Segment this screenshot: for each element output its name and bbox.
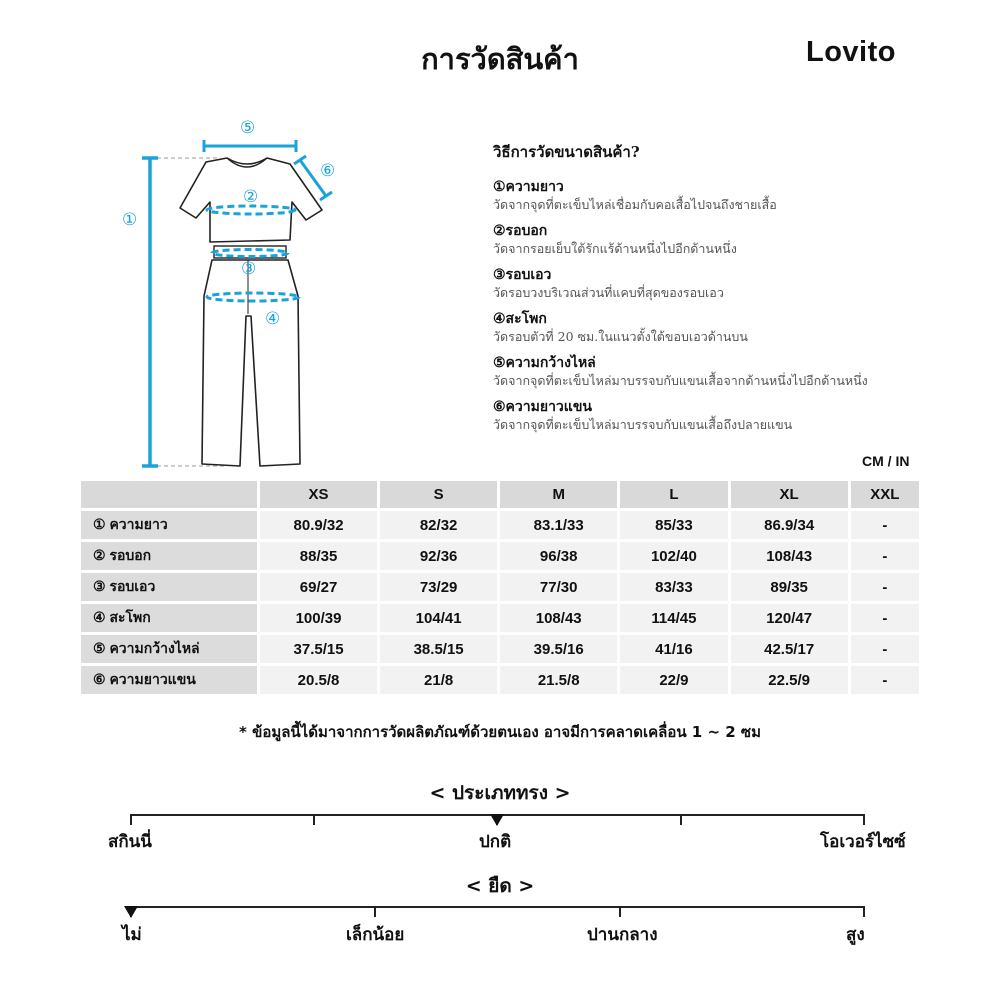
instruction-item <box>493 354 953 390</box>
row-label: ⑤ ความกว้างไหล่ <box>81 635 257 663</box>
instruction-title: ④สะโพก <box>493 311 547 327</box>
table-cell: 114/45 <box>620 604 727 632</box>
table-cell: 20.5/8 <box>260 666 377 694</box>
stretch-selected-marker-icon <box>124 906 138 918</box>
instruction-title: ⑥ความยาวแขน <box>493 399 592 415</box>
stretch-scale-tick <box>863 906 865 917</box>
size-header: L <box>620 481 727 508</box>
instruction-title: ③รอบเอว <box>493 267 552 283</box>
size-header: XL <box>731 481 848 508</box>
size-chart-table <box>78 478 922 697</box>
instruction-desc: วัดรอบตัวที่ 20 ซม.ในแนวตั้งใต้ขอบเอวด้านบน <box>493 329 748 344</box>
table-cell: - <box>851 635 919 663</box>
row-label: ① ความยาว <box>81 511 257 539</box>
marker-chest: ② <box>243 187 259 207</box>
table-cell: 73/29 <box>380 573 497 601</box>
table-cell: - <box>851 604 919 632</box>
jumpsuit-illustration <box>100 110 360 480</box>
instruction-item <box>493 222 953 258</box>
table-cell: 22/9 <box>620 666 727 694</box>
table-cell: 42.5/17 <box>731 635 848 663</box>
table-header-row <box>81 481 919 508</box>
row-label: ④ สะโพก <box>81 604 257 632</box>
size-header: S <box>380 481 497 508</box>
instruction-item <box>493 178 953 214</box>
table-row <box>81 573 919 601</box>
measurement-instructions <box>493 140 953 442</box>
instructions-heading: วิธีการวัดขนาดสินค้า? <box>493 143 640 161</box>
fit-label-skinny: สกินนี่ <box>108 832 152 852</box>
table-cell: 102/40 <box>620 542 727 570</box>
unit-label: CM / IN <box>862 453 910 469</box>
fit-scale-title: < ประเภททรง > <box>429 782 571 804</box>
table-cell: 37.5/15 <box>260 635 377 663</box>
table-row <box>81 635 919 663</box>
table-cell: 120/47 <box>731 604 848 632</box>
stretch-label-none: ไม่ <box>122 925 142 945</box>
table-cell: 77/30 <box>500 573 617 601</box>
fit-scale-tick <box>130 814 132 825</box>
marker-sleeve: ⑥ <box>320 161 336 181</box>
table-cell: 83/33 <box>620 573 727 601</box>
instruction-item <box>493 398 953 434</box>
table-cell: 41/16 <box>620 635 727 663</box>
fit-scale-tick <box>863 814 865 825</box>
table-cell: - <box>851 542 919 570</box>
marker-length: ① <box>122 210 138 230</box>
instruction-desc: วัดจากจุดที่ตะเข็บไหล่มาบรรจบกับแขนเสื้อจากด้านหนึ่งไปอีกด้านหนึ่ง <box>493 373 868 388</box>
table-cell: - <box>851 666 919 694</box>
size-header: XXL <box>851 481 919 508</box>
table-cell: 89/35 <box>731 573 848 601</box>
stretch-scale-line <box>130 906 865 908</box>
table-cell: 96/38 <box>500 542 617 570</box>
table-cell: - <box>851 573 919 601</box>
garment-diagram <box>100 110 360 480</box>
table-row <box>81 511 919 539</box>
table-cell: 100/39 <box>260 604 377 632</box>
table-cell: 108/43 <box>500 604 617 632</box>
table-cell: 38.5/15 <box>380 635 497 663</box>
row-label: ⑥ ความยาวแขน <box>81 666 257 694</box>
stretch-label-high: สูง <box>846 925 865 945</box>
instruction-desc: วัดจากรอยเย็บใต้รักแร้ด้านหนึ่งไปอีกด้านหนึ่ง <box>493 241 737 256</box>
table-cell: 108/43 <box>731 542 848 570</box>
fit-scale-tick <box>680 814 682 825</box>
table-cell: 69/27 <box>260 573 377 601</box>
table-cell: 88/35 <box>260 542 377 570</box>
row-label: ③ รอบเอว <box>81 573 257 601</box>
stretch-label-medium: ปานกลาง <box>587 925 658 945</box>
table-cell: 80.9/32 <box>260 511 377 539</box>
table-row <box>81 542 919 570</box>
table-row <box>81 604 919 632</box>
table-cell: 83.1/33 <box>500 511 617 539</box>
instruction-desc: วัดจากจุดที่ตะเข็บไหล่มาบรรจบกับแขนเสื้อถึงปลายแขน <box>493 417 793 432</box>
table-cell: 22.5/9 <box>731 666 848 694</box>
fit-label-oversize: โอเวอร์ไซซ์ <box>820 832 906 852</box>
marker-hip: ④ <box>265 309 281 329</box>
table-cell: 104/41 <box>380 604 497 632</box>
table-cell: 85/33 <box>620 511 727 539</box>
table-cell: 92/36 <box>380 542 497 570</box>
measurement-note: * ข้อมูลนี้ได้มาจากการวัดผลิตภัณฑ์ด้วยตนเอง อาจมีการคลาดเคลื่อน 1 ~ 2 ซม <box>239 723 761 741</box>
size-header: M <box>500 481 617 508</box>
table-row <box>81 666 919 694</box>
page-title: การวัดสินค้า <box>421 42 579 76</box>
instruction-desc: วัดจากจุดที่ตะเข็บไหล่เชื่อมกับคอเสื้อไปจนถึงชายเสื้อ <box>493 197 777 212</box>
instruction-item <box>493 310 953 346</box>
instruction-title: ①ความยาว <box>493 179 564 195</box>
stretch-scale-tick <box>619 906 621 917</box>
stretch-scale-tick <box>374 906 376 917</box>
brand-logo: Lovito <box>806 36 896 68</box>
fit-label-regular: ปกติ <box>479 832 512 852</box>
table-cell: - <box>851 511 919 539</box>
instruction-desc: วัดรอบวงบริเวณส่วนที่แคบที่สุดของรอบเอว <box>493 285 724 300</box>
fit-selected-marker-icon <box>490 814 504 826</box>
table-cell: 39.5/16 <box>500 635 617 663</box>
size-header: XS <box>260 481 377 508</box>
fit-scale-tick <box>313 814 315 825</box>
row-label: ② รอบอก <box>81 542 257 570</box>
table-corner <box>81 481 257 508</box>
marker-shoulder: ⑤ <box>240 118 256 138</box>
marker-waist: ③ <box>241 259 257 279</box>
instruction-title: ⑤ความกว้างไหล่ <box>493 355 596 371</box>
stretch-scale-title: < ยืด > <box>465 875 535 897</box>
instruction-title: ②รอบอก <box>493 223 548 239</box>
table-cell: 82/32 <box>380 511 497 539</box>
table-cell: 21.5/8 <box>500 666 617 694</box>
table-cell: 86.9/34 <box>731 511 848 539</box>
table-cell: 21/8 <box>380 666 497 694</box>
stretch-label-slight: เล็กน้อย <box>346 925 405 945</box>
instruction-item <box>493 266 953 302</box>
